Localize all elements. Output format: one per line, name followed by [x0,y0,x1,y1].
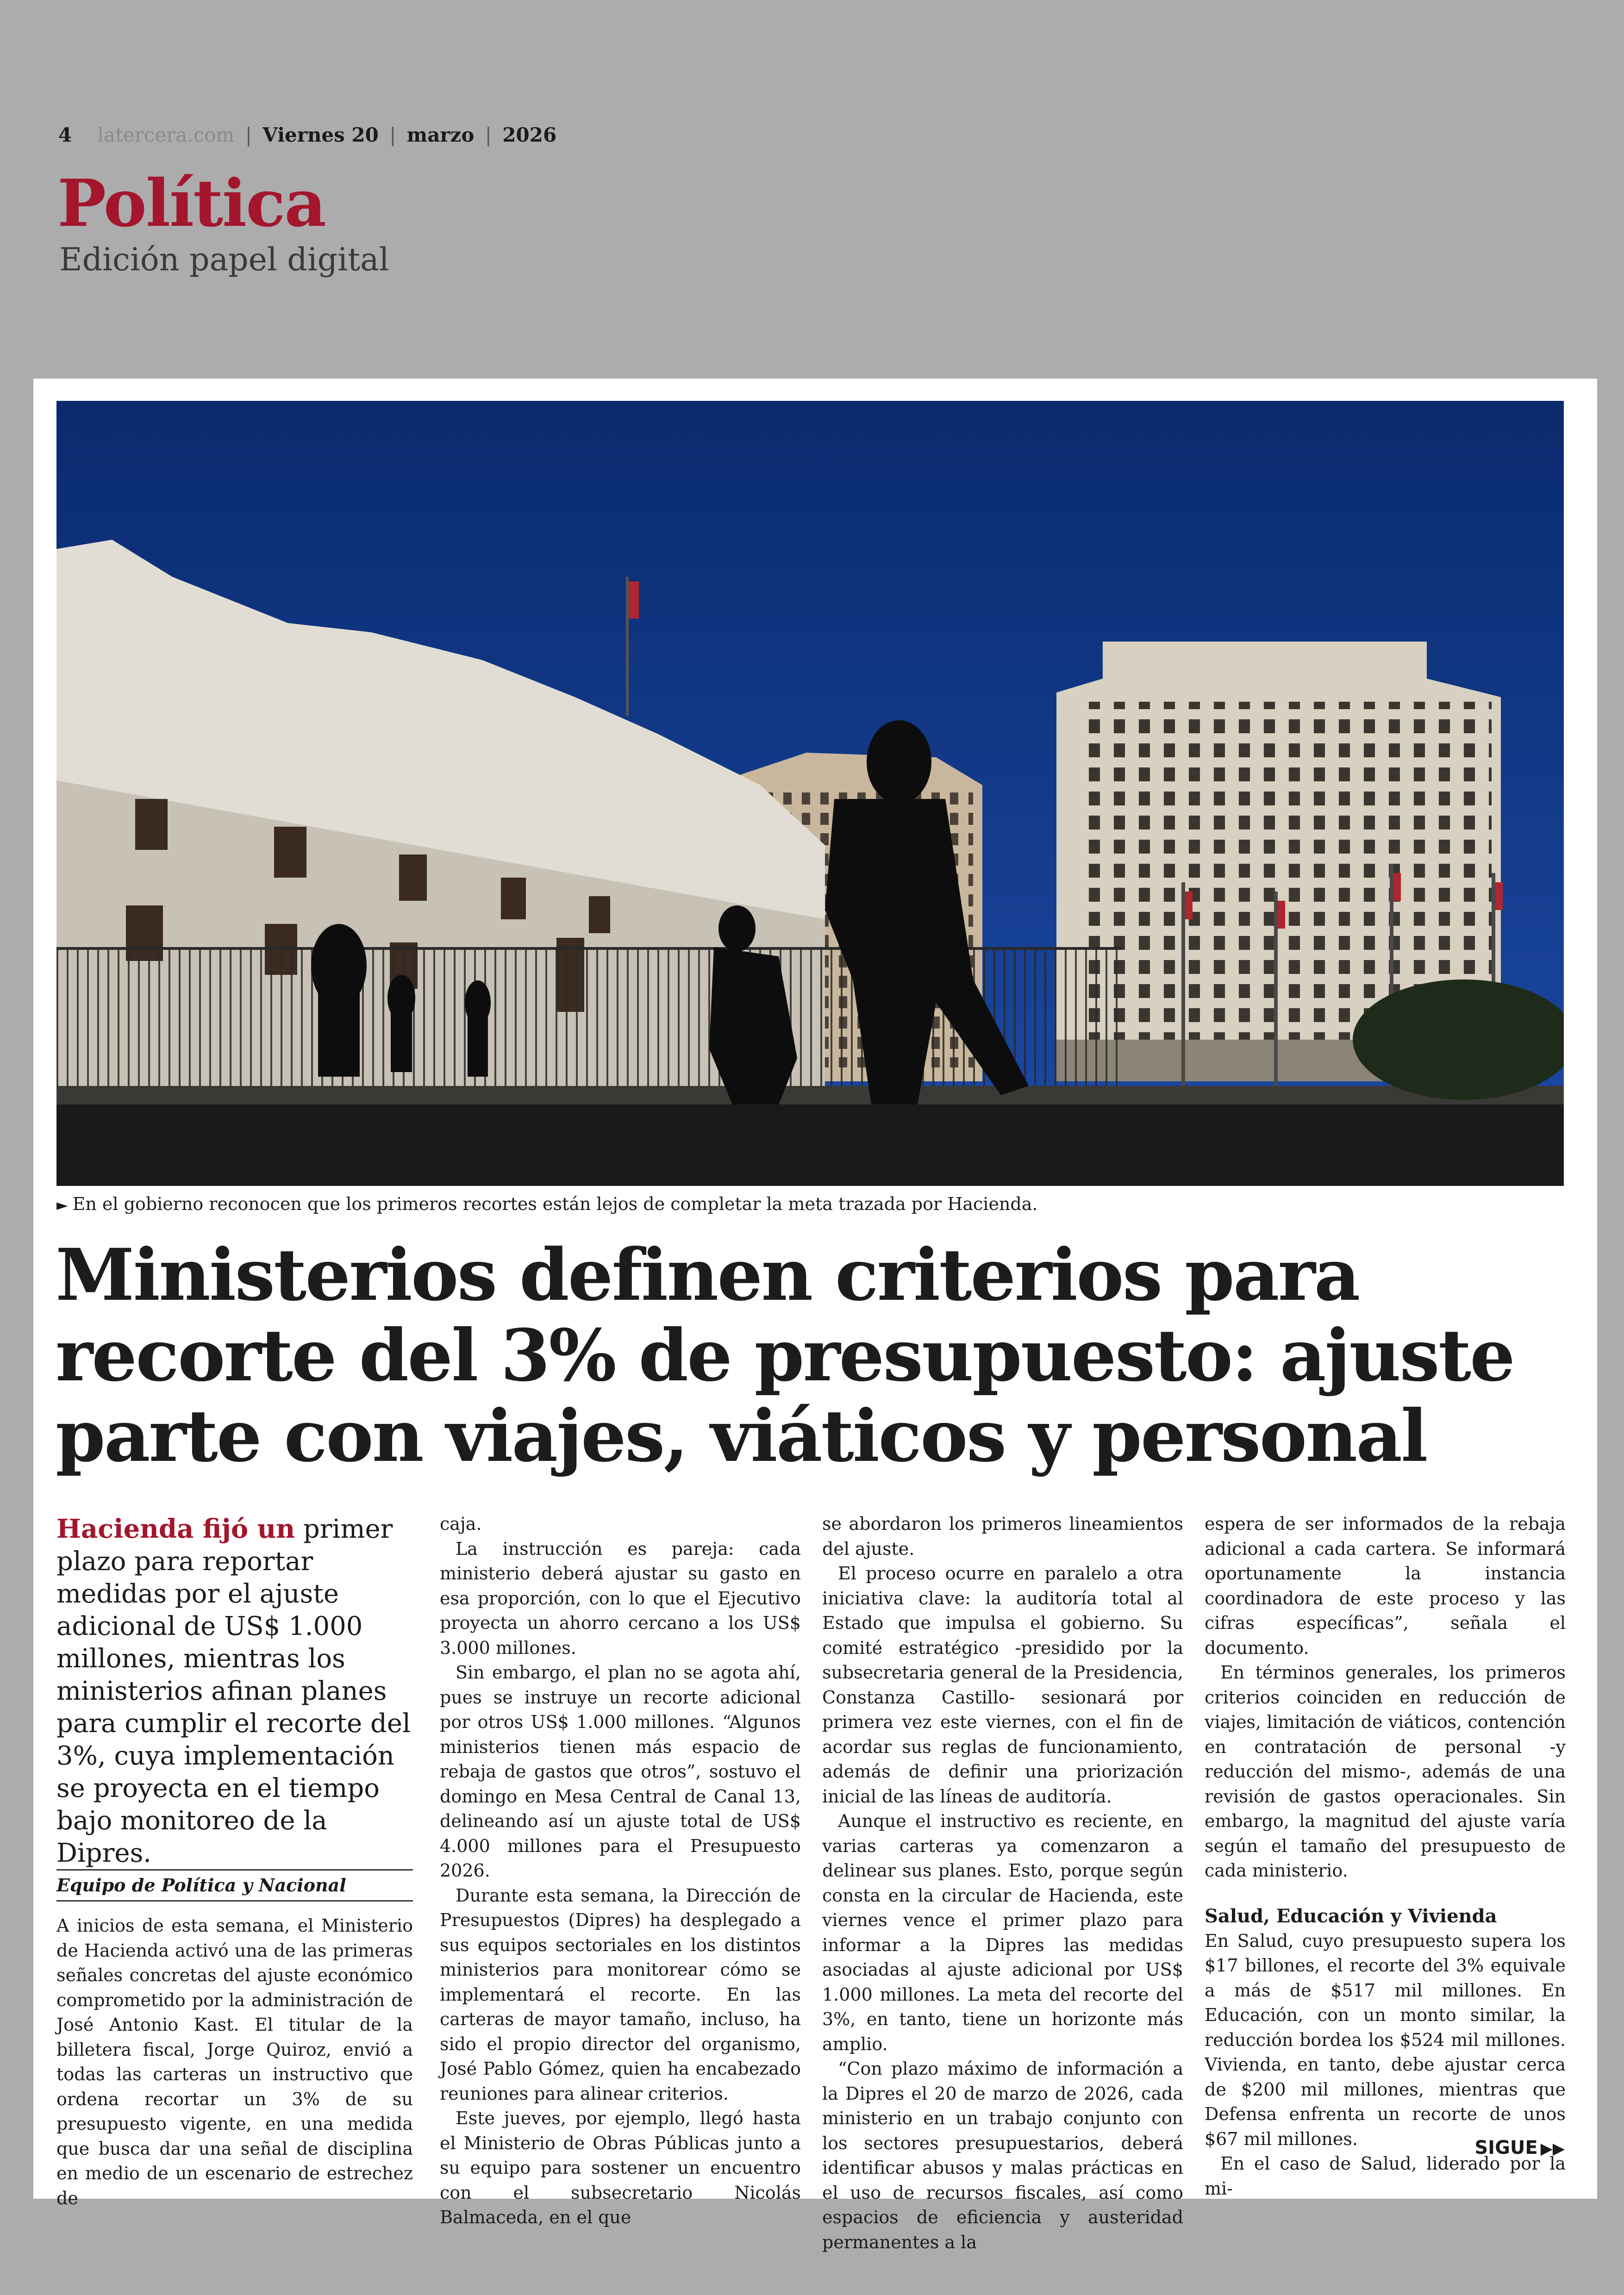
page-number: 4 [58,124,72,146]
header-day: Viernes 20 [262,124,379,146]
separator: | [245,124,252,146]
site-name: latercera.com [97,124,235,146]
lede-kicker: Hacienda fijó un [56,1514,295,1544]
article-headline: Ministerios definen criterios para recorte del 3% de presupuesto: ajuste parte con viajes, viáticos y personal [56,1233,1514,1478]
body-paragraph: espera de ser informados de la rebaja adicional a cada cartera. Se informará oportunamente la instancia coordinadora de este proceso y las cifras específicas”, señala el documento. [1205,1514,1566,1658]
page-header-line [58,121,556,149]
body-paragraph: “Con plazo máximo de información a la Dipres el 20 de marzo de 2026, cada ministerio en un trabajo conjunto con los sectores presupuestarios, deberá identificar abusos y malas prácticas en el uso de recursos fiscales, así como espacios de eficiencia y austeridad permanentes a la [822,2058,1183,2252]
body-paragraph: En términos generales, los primeros criterios coinciden en reducción de viajes, limitación de viáticos, contención en contratación de personal -y reducción del mismo-, además de una revisión de gastos operacionales. Sin embargo, la magnitud del ajuste varía según el tamaño del presupuesto de cada ministerio. [1205,1662,1566,1881]
continue-link[interactable] [1474,2136,1565,2161]
photo-illustration [56,401,1564,1186]
body-paragraph: La instrucción es pareja: cada ministerio deberá ajustar su gasto en esa proporción, con lo que el Ejecutivo proyecta un ahorro cercano a los US$ 3.000 millones. [440,1538,801,1658]
caption-marker-icon: ► [56,1196,68,1214]
body-column-2 [440,1512,801,2230]
separator: | [389,124,396,146]
body-column-4 [1205,1512,1566,2201]
subheading: Salud, Educación y Vivienda [1205,1905,1497,1927]
body-column-1 [56,1914,413,2211]
section-title: Política [57,166,326,242]
lede-text: primer plazo para reportar medidas por el ajuste adicional de US$ 1.000 millones, mientras los ministerios afinan planes para cumplir el recorte del 3%, cuya implementación se proyecta en el tiempo bajo monitoreo de la Dipres. [56,1514,411,1868]
continue-label: SIGUE [1474,2137,1538,2158]
header-year: 2026 [502,124,557,146]
body-paragraph: caja. [440,1514,482,1534]
header-month: marzo [406,124,475,146]
body-paragraph: En Salud, cuyo presupuesto supera los $17 billones, el recorte del 3% equivale a más de $517 mil millones. En Educación, con un monto similar, la reducción bordea los $524 mil millones. Vivienda, en tanto, debe ajustar cerca de $200 mil millones, mientras que Defensa enfrenta un recorte de unos $67 mil millones. [1205,1930,1566,2149]
double-arrow-icon: ▶▶ [1540,2139,1565,2158]
separator: | [485,124,492,146]
body-paragraph: En el caso de Salud, liderado por la mi- [1205,2153,1566,2199]
body-paragraph: se abordaron los primeros lineamientos del ajuste. [822,1514,1183,1559]
body-paragraph: Aunque el instructivo es reciente, en varias carteras ya comenzaron a delinear sus planes. Esto, porque según consta en la circular de Hacienda, este viernes vence el primer plazo para informar a la Dipres las medidas asociadas al ajuste adicional por US$ 1.000 millones. La meta del recorte del 3%, en tanto, tiene un horizonte más amplio. [822,1811,1183,2054]
article-byline: Equipo de Política y Nacional [56,1869,413,1902]
body-paragraph: Sin embargo, el plan no se agota ahí, pues se instruye un recorte adicional por otros US$ 1.000 millones. “Algunos ministerios tienen más espacio de rebaja de gastos que otros”, sostuvo el domingo en Mesa Central de Canal 13, delineando así un ajuste total de US$ 4.000 millones para el Presupuesto 2026. [440,1662,801,1881]
caption-text: En el gobierno reconocen que los primeros recortes están lejos de completar la meta trazada por Hacienda. [72,1194,1038,1214]
body-paragraph: Este jueves, por ejemplo, llegó hasta el Ministerio de Obras Públicas junto a su equipo para sostener un encuentro con el subsecretario Nicolás Balmaceda, en el que [440,2108,801,2227]
body-column-3 [822,1512,1183,2255]
article-photo [56,401,1564,1186]
article-lede [56,1513,413,1870]
article-card [33,379,1597,2252]
edition-label: Edición papel digital [59,242,389,278]
body-paragraph: Durante esta semana, la Dirección de Presupuestos (Dipres) ha desplegado a sus equipos sectoriales en los distintos ministerios para monitorear cómo se implementará el recorte. En las carteras de mayor tamaño, incluso, ha sido el propio director del organismo, José Pablo Gómez, quien ha encabezado reuniones para alinear criterios. [440,1885,801,2104]
body-paragraph: El proceso ocurre en paralelo a otra iniciativa clave: la auditoría total al Estado que impulsa el gobierno. Su comité estratégico -presidido por la subsecretaria general de la Presidencia, Constanza Castillo- sesionará por primera vez este viernes, con el fin de acordar sus reglas de funcionamiento, además de definir una priorización inicial de las líneas de auditoría. [822,1563,1183,1807]
photo-caption [56,1192,1564,1216]
body-paragraph: A inicios de esta semana, el Ministerio de Hacienda activó una de las primeras señales concretas del ajuste económico comprometido por la administración de José Antonio Kast. El titular de la billetera fiscal, Jorge Quiroz, envió a todas las carteras un instructivo que ordena recortar un 3% de su presupuesto vigente, en una medida que busca dar una señal de disciplina en medio de un escenario de estrechez de [56,1915,413,2208]
